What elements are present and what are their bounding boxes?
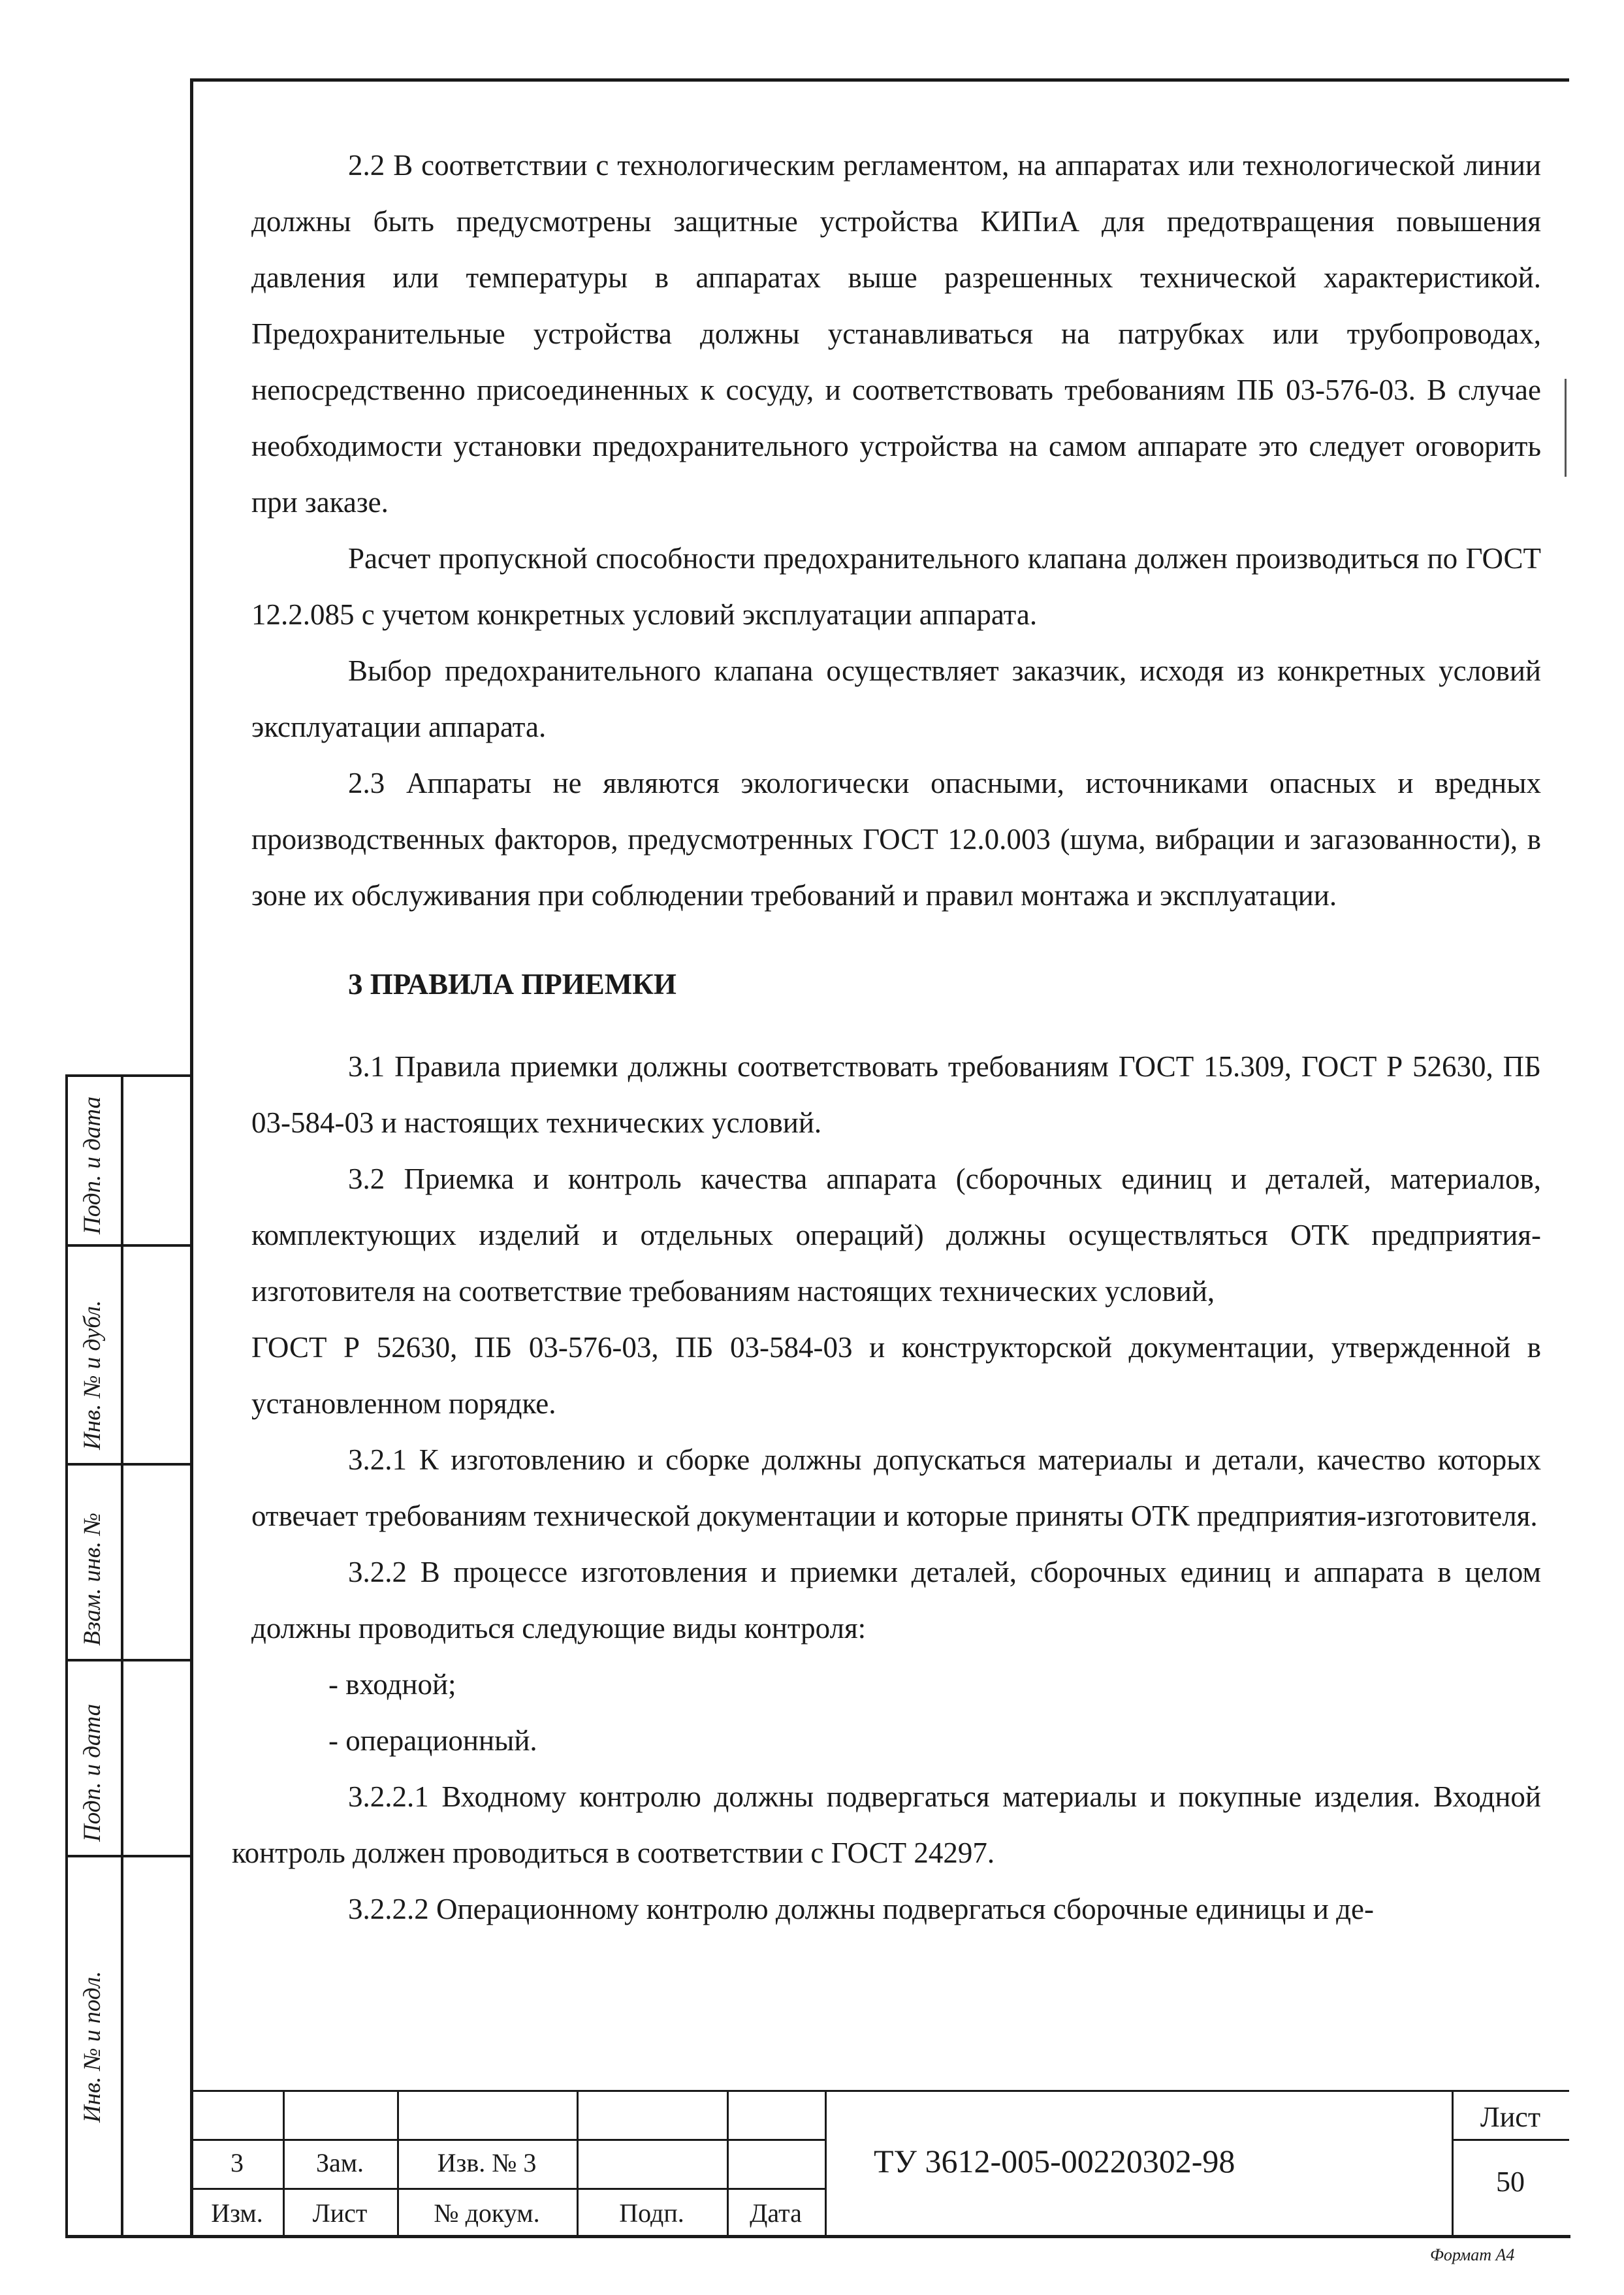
change-type: Зам. bbox=[315, 2148, 364, 2177]
page-frame-top bbox=[191, 78, 1569, 82]
header-date: Дата bbox=[750, 2198, 802, 2228]
binding-label-inv-dubl: Инв. № и дубл. bbox=[79, 1300, 106, 1450]
binding-strip-line bbox=[65, 1244, 191, 1247]
page-format-label: Формат А4 bbox=[1430, 2245, 1515, 2264]
binding-strip-line bbox=[65, 1855, 191, 1857]
paragraph-valve-calc: Расчет пропускной способности предохранительного клапана должен производиться по ГОСТ 12.2.085 с учетом конкретных условий эксплуатации аппарата. bbox=[251, 542, 1541, 631]
paragraph-3-2-cont: ГОСТ Р 52630, ПБ 03-576-03, ПБ 03-584-03 и конструкторской документации, утвержденной в установленном порядке. bbox=[251, 1331, 1541, 1420]
paragraph-3-2: 3.2 Приемка и контроль качества аппарата (сборочных единиц и деталей, материалов, комплектующих изделий и отдельных операций) должны осуществляться ОТК предприятия-изготовителя на соответствие требованиям настоящих технических условий, bbox=[251, 1163, 1541, 1308]
title-block bbox=[191, 2090, 1569, 2237]
paragraph-3-2-2-2: 3.2.2.2 Операционному контролю должны подвергаться сборочные единицы и де- bbox=[348, 1893, 1374, 1925]
binding-strip-line bbox=[65, 1463, 191, 1466]
page-frame-right-mark bbox=[1565, 379, 1567, 477]
binding-label-vzam-inv: Взам. инв. № bbox=[79, 1513, 106, 1646]
binding-strip-divider bbox=[121, 1074, 123, 2237]
list-item-operational: - операционный. bbox=[328, 1724, 537, 1757]
paragraph-3-2-2: 3.2.2 В процессе изготовления и приемки деталей, сборочных единиц и аппарата в целом должны проводиться следующие виды контроля: bbox=[251, 1556, 1541, 1645]
header-izm: Изм. bbox=[211, 2198, 263, 2228]
sheet-number: 50 bbox=[1496, 2166, 1525, 2198]
header-signature: Подп. bbox=[619, 2198, 684, 2228]
binding-label-podp-data: Подп. и дата bbox=[79, 1096, 106, 1234]
change-notice: Изв. № 3 bbox=[437, 2148, 537, 2177]
sheet-label: Лист bbox=[1480, 2101, 1541, 2133]
list-item-input: - входной; bbox=[328, 1668, 456, 1701]
document-body bbox=[232, 137, 1541, 1937]
paragraph-3-2-2-1: 3.2.2.1 Входному контролю должны подвергаться материалы и покупные изделия. Входной контроль должен проводиться в соответствии с ГОСТ 24297. bbox=[232, 1780, 1541, 1869]
binding-strip-line bbox=[65, 1659, 191, 1661]
change-number: 3 bbox=[231, 2148, 244, 2177]
header-doc-number: № докум. bbox=[434, 2198, 540, 2228]
binding-strip-outer-line bbox=[65, 1074, 68, 2237]
paragraph-2-2: 2.2 В соответствии с технологическим регламентом, на аппаратах или технологической линии должны быть предусмотрены защитные устройства КИПиА для предотвращения повышения давления или температуры в аппаратах выше разрешенных технической характеристикой. Предохранительные устройства должны устанавливаться на патрубках или трубопроводах, непосредственно присоединенных к сосуду, и соответствовать требованиям ПБ 03-576-03. В случае необходимости установки предохранительного устройства на самом аппарате это следует оговорить при заказе. bbox=[251, 149, 1541, 519]
binding-label-podp-data-2: Подп. и дата bbox=[79, 1703, 106, 1842]
binding-label-inv-podl: Инв. № и подл. bbox=[79, 1970, 106, 2123]
section-heading-3: 3 ПРАВИЛА ПРИЕМКИ bbox=[348, 968, 677, 1001]
paragraph-2-3: 2.3 Аппараты не являются экологически опасными, источниками опасных и вредных производственных факторов, предусмотренных ГОСТ 12.0.003 (шума, вибрации и загазованности), в зоне их обслуживания при соблюдении требований и правил монтажа и эксплуатации. bbox=[251, 767, 1541, 912]
header-list: Лист bbox=[312, 2198, 368, 2228]
document-code: ТУ 3612-005-00220302-98 bbox=[874, 2143, 1235, 2179]
paragraph-3-2-1: 3.2.1 К изготовлению и сборке должны допускаться материалы и детали, качество которых отвечает требованиям технической документации и которые приняты ОТК предприятия-изготовителя. bbox=[251, 1443, 1541, 1532]
paragraph-valve-choice: Выбор предохранительного клапана осуществляет заказчик, исходя из конкретных условий эксплуатации аппарата. bbox=[251, 654, 1541, 743]
paragraph-3-1: 3.1 Правила приемки должны соответствовать требованиям ГОСТ 15.309, ГОСТ Р 52630, ПБ 03-584-03 и настоящих технических условий. bbox=[251, 1050, 1541, 1139]
binding-strip-line bbox=[65, 1074, 191, 1077]
page-frame-left bbox=[190, 78, 193, 2237]
